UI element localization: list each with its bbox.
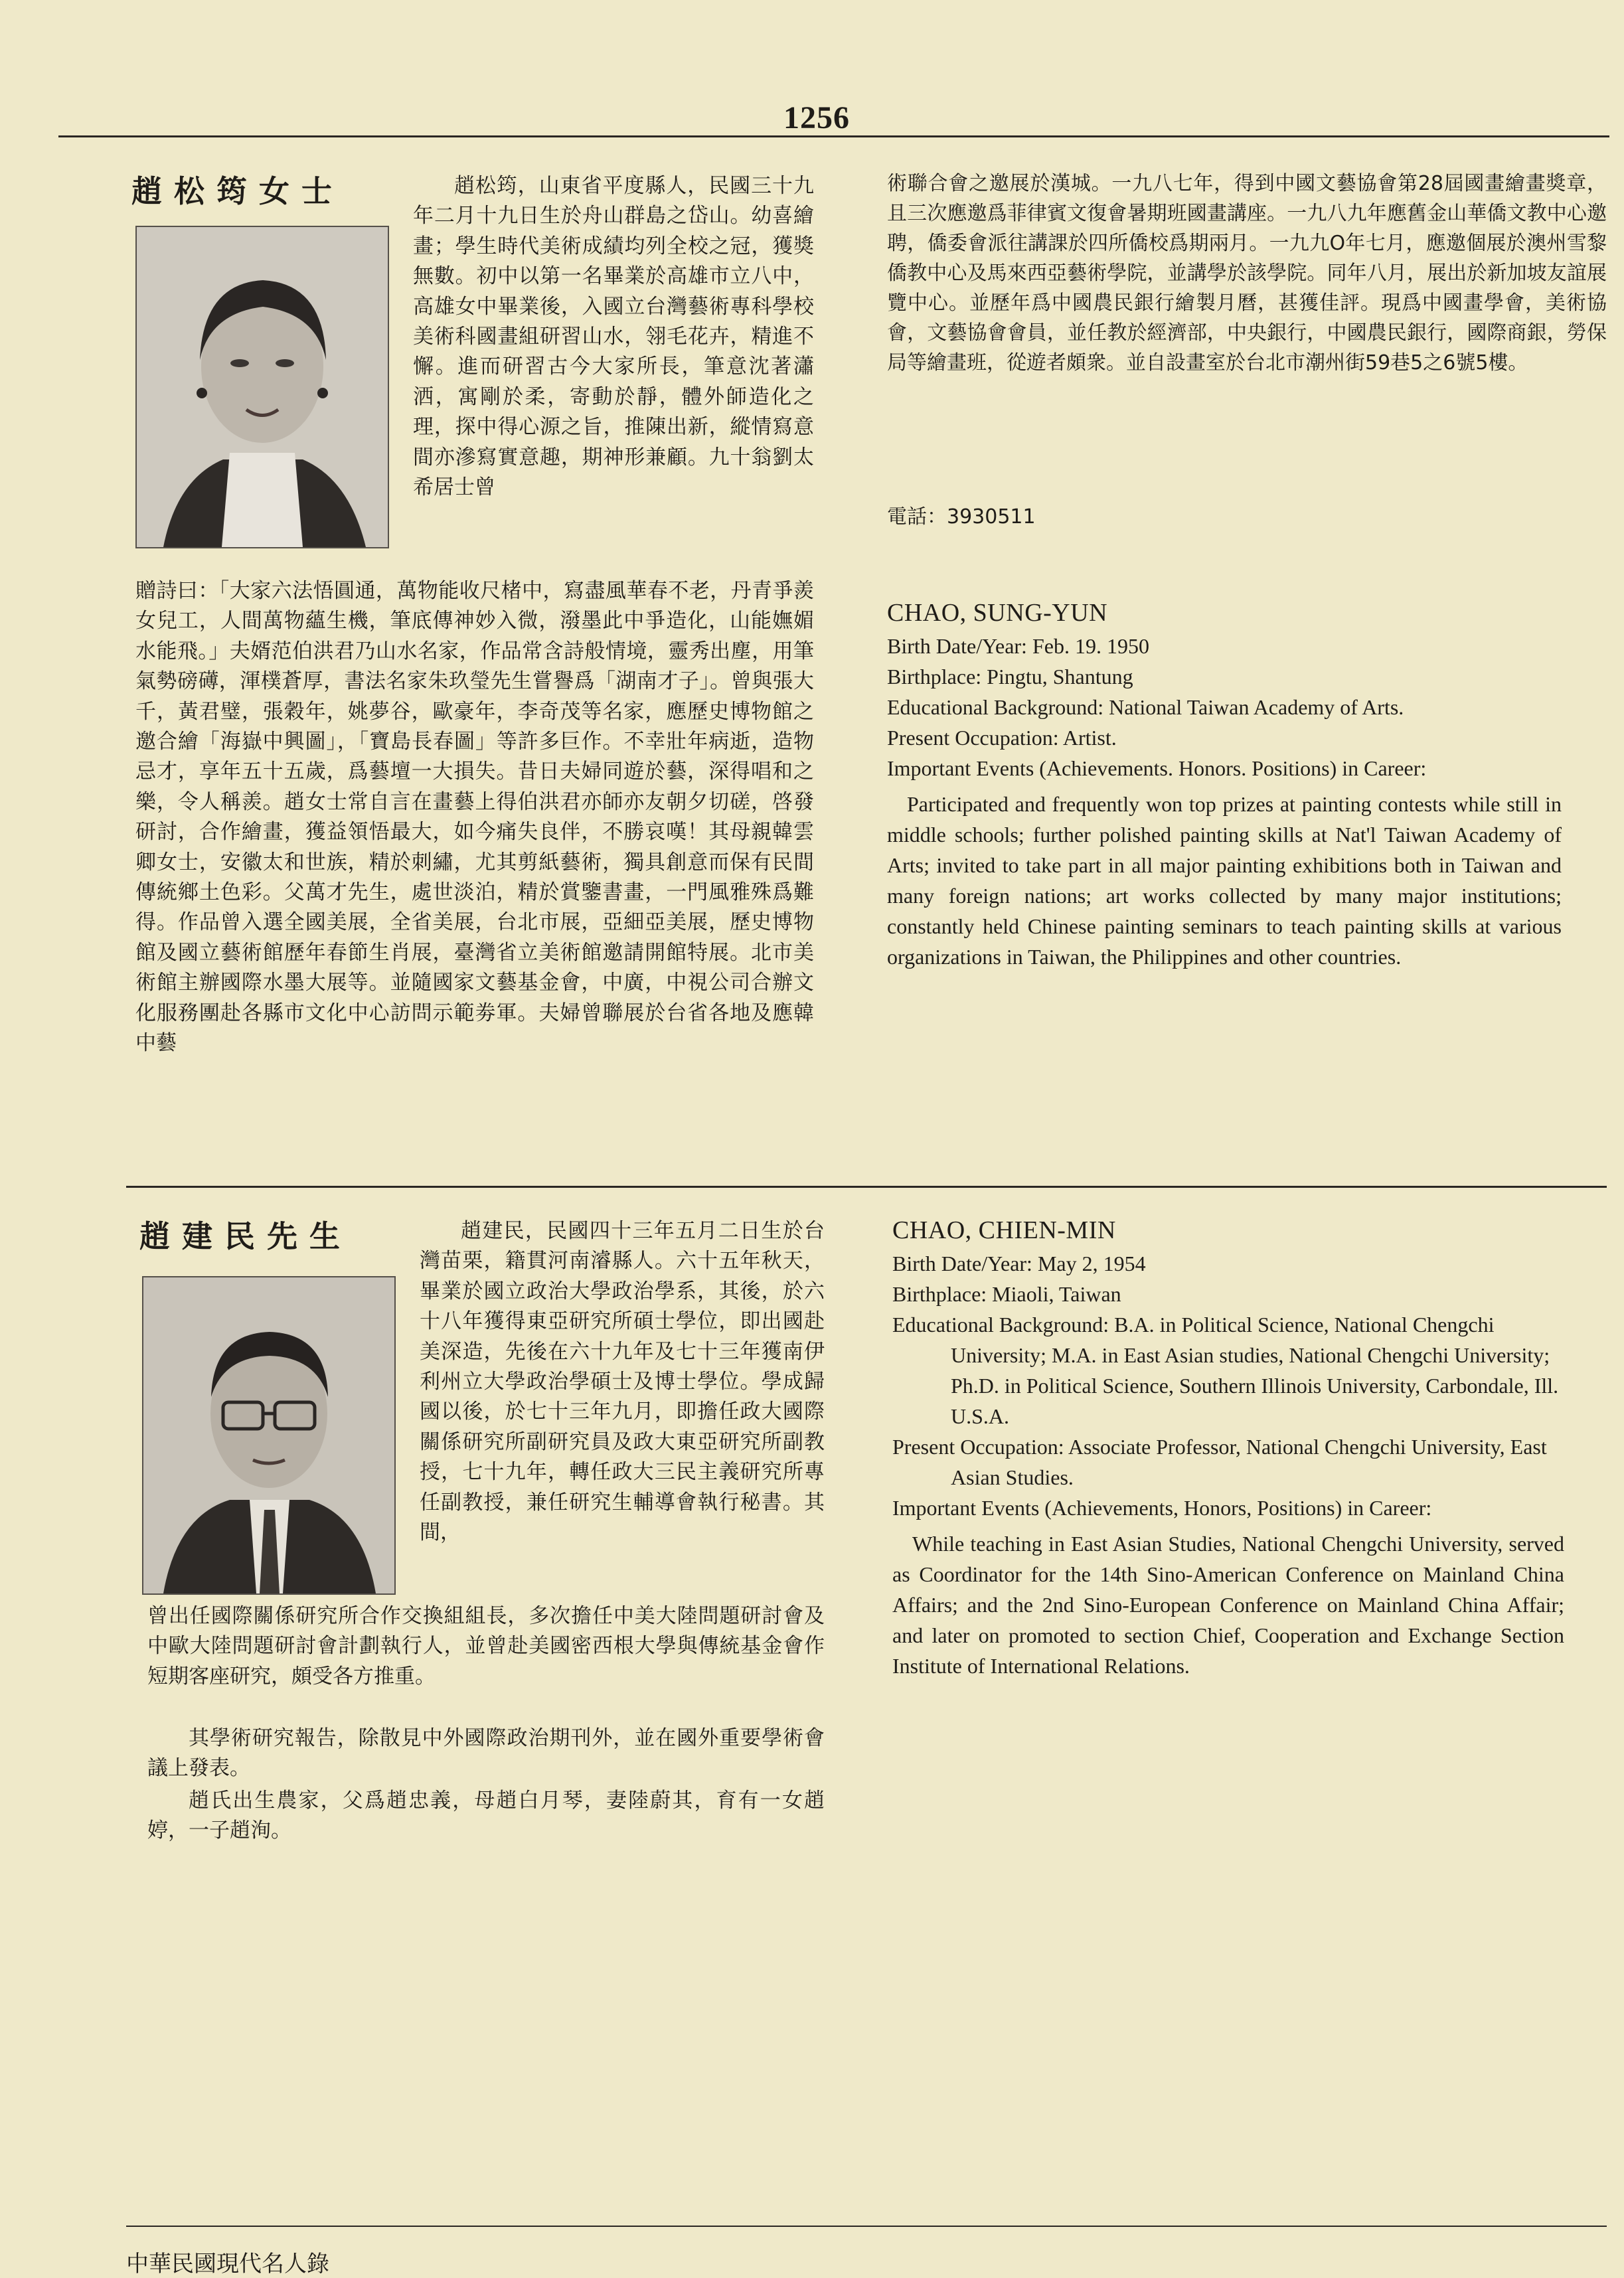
portrait-man-icon [143,1277,394,1593]
entry1-en-birthplace: Birthplace: Pingtu, Shantung [887,665,1133,689]
section-divider-rule [126,1186,1607,1188]
entry1-en-name: CHAO, SUNG-YUN [887,599,1108,627]
entry2-en-education: Educational Background: B.A. in Political Science, National Chengchi University; M.A. in East Asian studies, National Chengchi University; Ph.D. in Political Science, Southern Illinois University, Carbondale, Ill. U.S.A. [892,1313,1559,1428]
entry1-bio-zh-right: 術聯合會之邀展於漢城。一九八七年，得到中國文藝協會第28屆國畫繪畫獎章，且三次應邀爲菲律賓文復會暑期班國畫講座。一九八九年應舊金山華僑文教中心邀聘，僑委會派往講課於四所僑校爲期兩月。一九九O年七月，應邀個展於澳州雪黎僑教中心及馬來西亞藝術學院，並講學於該學院。同年八月，展出於新加坡友誼展覽中心。並歷年爲中國農民銀行繪製月曆，甚獲佳評。現爲中國畫學會，美術協會，文藝協會會員，並任教於經濟部，中央銀行，中國農民銀行，國際商銀，勞保局等繪畫班，從遊者頗衆。並自設畫室於台北市潮州街59巷5之6號5樓。 [887,172,1607,374]
entry1-bio-zh-side: 趙松筠，山東省平度縣人，民國三十九年二月十九日生於舟山群島之岱山。幼喜繪畫；學生時代美術成績均列全校之冠，獲獎無數。初中以第一名畢業於高雄市立八中，高雄女中畢業後，入國立台灣藝術專科學校美術科國畫組研習山水，翎毛花卉，精進不懈。進而研習古今大家所長，筆意沈著瀟洒，寓剛於柔，寄動於靜，體外師造化之理，探中得心源之旨，推陳出新，縱情寫意間亦滲寫實意趣，期神形兼顧。九十翁劉太希居士曾 [413,174,814,500]
entry1-portrait-photo [135,226,389,548]
entry2-en-events: While teaching in East Asian Studies, National Chengchi University, served as Coordinator for the 14th Sino-American Conference on Mainland China Affairs; and the 2nd Sino-European Conference on Mainland China Affair; and later on promoted to section Chief, Cooperation and Exchange Section Institute of International Relations. [892,1532,1564,1678]
entry2-en-name: CHAO, CHIEN-MIN [892,1216,1116,1244]
entry2-bio-zh-side: 趙建民，民國四十三年五月二日生於台灣苗栗，籍貫河南濬縣人。六十五年秋天，畢業於國立政治大學政治學系，其後，於六十八年獲得東亞研究所碩士學位，即出國赴美深造，先後在六十九年及七十三年獲南伊利州立大學政治學碩士及博士學位。學成歸國以後，於七十三年九月，即擔任政大國際關係研究所副研究員及政大東亞研究所副教授，七十九年，轉任政大三民主義研究所專任副教授，兼任研究生輔導會執行秘書。其間， [420,1219,825,1545]
entry1-name-zh: 趙松筠女士 [131,173,344,209]
entry2-bio-zh-p3: 趙氏出生農家，父爲趙忠義，母趙白月琴，妻陸蔚其，育有一女趙婷，一子趙洵。 [147,1789,825,1843]
page-number: 1256 [783,100,850,135]
footer-rule [126,2226,1607,2227]
entry2-en-birthplace: Birthplace: Miaoli, Taiwan [892,1282,1121,1306]
entry2-name-zh: 趙建民先生 [139,1218,352,1254]
entry1-en-education: Educational Background: National Taiwan Academy of Arts. [887,695,1404,719]
entry2-english-bio [892,1215,1564,1681]
entry1-phone: 電話：3930511 [887,505,1036,529]
portrait-woman-icon [137,227,388,547]
entry1-en-birth: Birth Date/Year: Feb. 19. 1950 [887,634,1149,658]
entry2-en-events-label: Important Events (Achievements, Honors, Positions) in Career: [892,1496,1432,1520]
entry2-en-occupation: Present Occupation: Associate Professor, National Chengchi University, East Asian Studies. [892,1435,1547,1489]
entry1-english-bio [887,598,1562,972]
entry2-en-birth: Birth Date/Year: May 2, 1954 [892,1252,1146,1275]
entry1-en-occupation: Present Occupation: Artist. [887,726,1117,750]
entry2-portrait-photo [142,1276,396,1595]
entry2-bio-zh-p2: 其學術研究報告，除散見中外國際政治期刊外，並在國外重要學術會議上發表。 [147,1726,825,1781]
header-rule [58,135,1609,137]
footer-book-title: 中華民國現代名人錄 [126,2251,329,2277]
entry1-en-events: Participated and frequently won top prizes at painting contests while still in middle schools; further polished painting skills at Nat'l Taiwan Academy of Arts; invited to take part in all major painting exhibitions both in Taiwan and many foreign nations; art works collected by many major institutions; constantly held Chinese painting seminars to teach painting skills at various organizations in Taiwan, the Philippines and other countries. [887,792,1562,969]
entry1-en-events-label: Important Events (Achievements. Honors. Positions) in Career: [887,756,1427,780]
entry2-bio-zh-full: 曾出任國際關係研究所合作交換組組長，多次擔任中美大陸問題研討會及中歐大陸問題研討會計劃執行人，並曾赴美國密西根大學與傳統基金會作短期客座研究，頗受各方推重。 [147,1604,825,1688]
entry1-bio-zh-full: 贈詩曰：「大家六法悟圓通，萬物能收尺楮中，寫盡風華春不老，丹青爭羨女兒工，人間萬物蘊生機，筆底傳神妙入微，潑墨此中爭造化，山能嫵媚水能飛。」夫婿范伯洪君乃山水名家，作品常含詩般情境，靈秀出塵，用筆氣勢磅礡，渾樸蒼厚，書法名家朱玖瑩先生嘗譽爲「湖南才子」。曾與張大千，黃君璧，張穀年，姚夢谷，歐豪年，李奇茂等名家，應歷史博物館之邀合繪「海嶽中興圖」，「寶島長春圖」等許多巨作。不幸壯年病逝，造物忌才，享年五十五歲，爲藝壇一大損失。昔日夫婦同遊於藝，深得唱和之樂，令人稱羨。趙女士常自言在畫藝上得伯洪君亦師亦友朝夕切磋，啓發研討，合作繪畫，獲益領悟最大，如今痛失良伴，不勝哀嘆！其母親韓雲卿女士，安徽太和世族，精於刺繡，尤其剪紙藝術，獨具創意而保有民間傳統鄉土色彩。父萬才先生，處世淡泊，精於賞鑒書畫，一門風雅殊爲難得。作品曾入選全國美展，全省美展，台北市展，亞細亞美展，歷史博物館及國立藝術館歷年春節生肖展，臺灣省立美術館邀請開館特展。北市美術館主辦國際水墨大展等。並隨國家文藝基金會，中廣，中視公司合辦文化服務團赴各縣市文化中心訪問示範劵軍。夫婦曾聯展於台省各地及應韓中藝 [135,579,814,1056]
